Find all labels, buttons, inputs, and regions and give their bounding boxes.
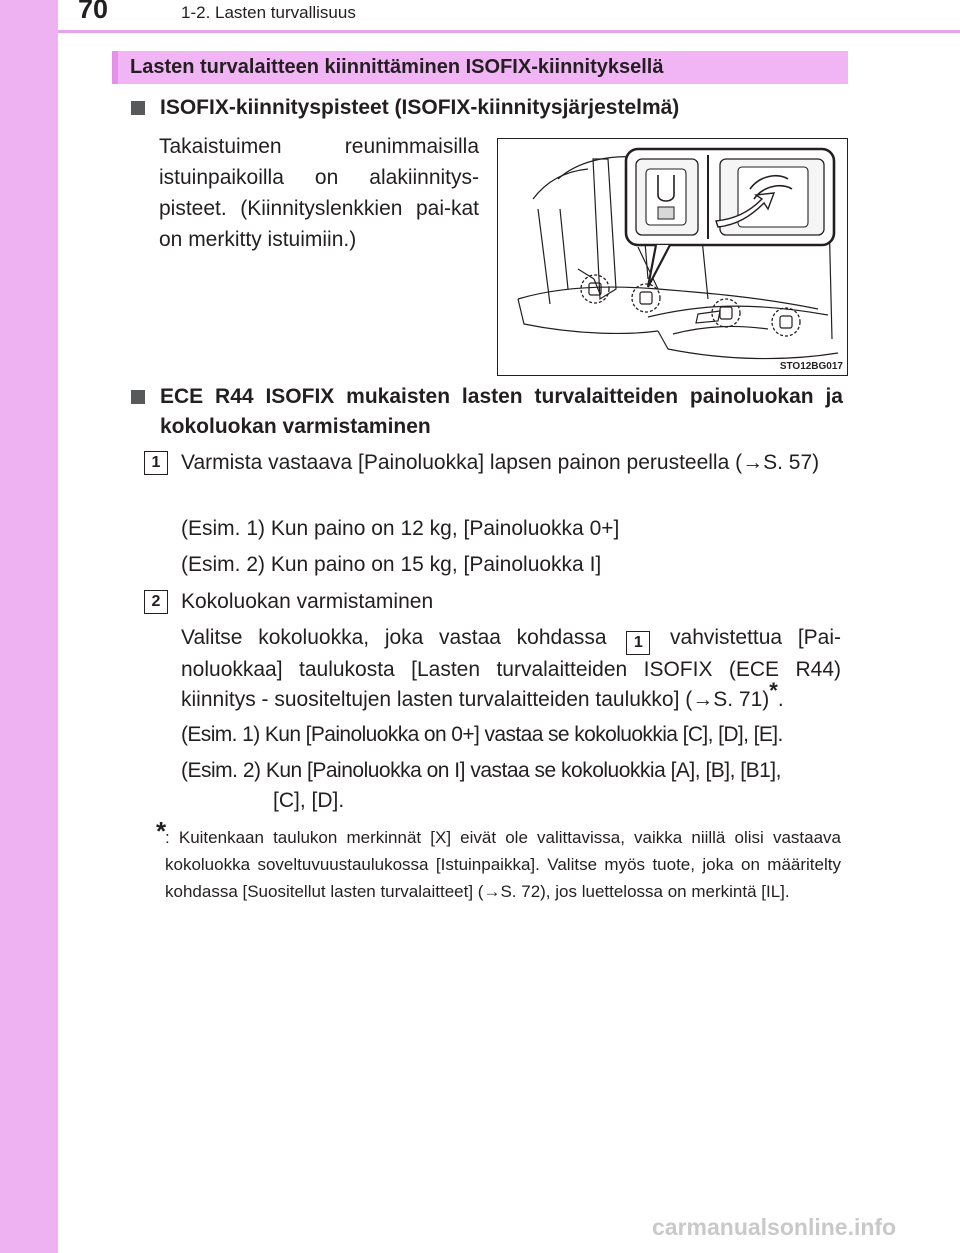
isofix-description: Takaistuimen reunimmaisilla istuinpaikoilla on alakiinnitys-pisteet. (Kiinnityslenkkien pai-kat on merkitty istuimiin.) xyxy=(159,135,479,251)
section-title: Lasten turvalaitteen kiinnittäminen ISOFIX-kiinnityksellä xyxy=(130,56,664,78)
section-banner xyxy=(112,51,848,84)
footnote xyxy=(156,816,841,905)
step2-example-1: (Esim. 1) Kun [Painoluokka on 0+] vastaa se kokoluokkia [C], [D], [E]. xyxy=(181,723,783,746)
callout-box xyxy=(626,149,834,287)
step-ref-1: 1 xyxy=(626,631,650,655)
step1-text: Varmista vastaava [Painoluokka] lapsen painon perusteella (→S. 57) xyxy=(181,451,820,474)
heading-text: ISOFIX-kiinnityspisteet (ISOFIX-kiinnitysjärjestelmä) xyxy=(160,96,680,119)
step-number-2: 2 xyxy=(144,590,168,614)
step-number-1: 1 xyxy=(144,451,168,475)
heading-weight-size-class xyxy=(131,382,843,442)
chapter-title: 1-2. Lasten turvallisuus xyxy=(181,3,356,22)
isofix-seat-illustration xyxy=(497,138,848,376)
footnote-asterisk: * xyxy=(156,816,167,846)
page-number: 70 xyxy=(78,0,109,24)
bullet-square-icon xyxy=(131,101,145,115)
watermark: carmanualsonline.info xyxy=(652,1214,897,1240)
step2-example-2: (Esim. 2) Kun [Painoluokka on I] vastaa se kokoluokkia [A], [B], [B1], xyxy=(181,759,781,782)
step2-example-2-cont: [C], [D]. xyxy=(273,789,345,812)
step1-example-2: (Esim. 2) Kun paino on 15 kg, [Painoluokka I] xyxy=(181,553,602,576)
heading-text: ECE R44 ISOFIX mukaisten lasten turvalaitteiden painoluokan ja kokoluokan varmistaminen xyxy=(160,385,843,438)
figure-code: STO12BG017 xyxy=(779,361,843,372)
step2-text xyxy=(181,623,841,715)
side-tab-bar xyxy=(0,0,58,1253)
footnote-marker: * xyxy=(769,678,778,703)
step1-example-1: (Esim. 1) Kun paino on 12 kg, [Painoluokka 0+] xyxy=(181,517,620,540)
step2-title: Kokoluokan varmistaminen xyxy=(181,590,434,613)
heading-isofix-points xyxy=(131,93,848,123)
step2-text-period: . xyxy=(777,688,784,711)
step2-text-part-b: vahvistettua [Pai-noluokkaa] taulukosta [Lasten turvalaitteiden ISOFIX (ECE R44) kiinnitys - suositeltujen lasten turvalaitteiden taulukko] (→S. 71) xyxy=(181,626,841,711)
bullet-square-icon xyxy=(131,390,145,404)
footnote-text: : Kuitenkaan taulukon merkinnät [X] eivät ole valittavissa, vaikka niillä olisi vastaava kokoluokka soveltuvuustaulukossa [Istuinpaikka]. Valitse myös tuote, joka on määritelty kohdassa [Suositellut lasten turvalaitteet] (→S. 72), jos luettelossa on merkintä [IL]. xyxy=(165,828,841,901)
step2-text-part-a: Valitse kokoluokka, joka vastaa kohdassa xyxy=(181,626,607,649)
seat-drawing xyxy=(498,139,846,374)
header-rule xyxy=(58,30,960,33)
